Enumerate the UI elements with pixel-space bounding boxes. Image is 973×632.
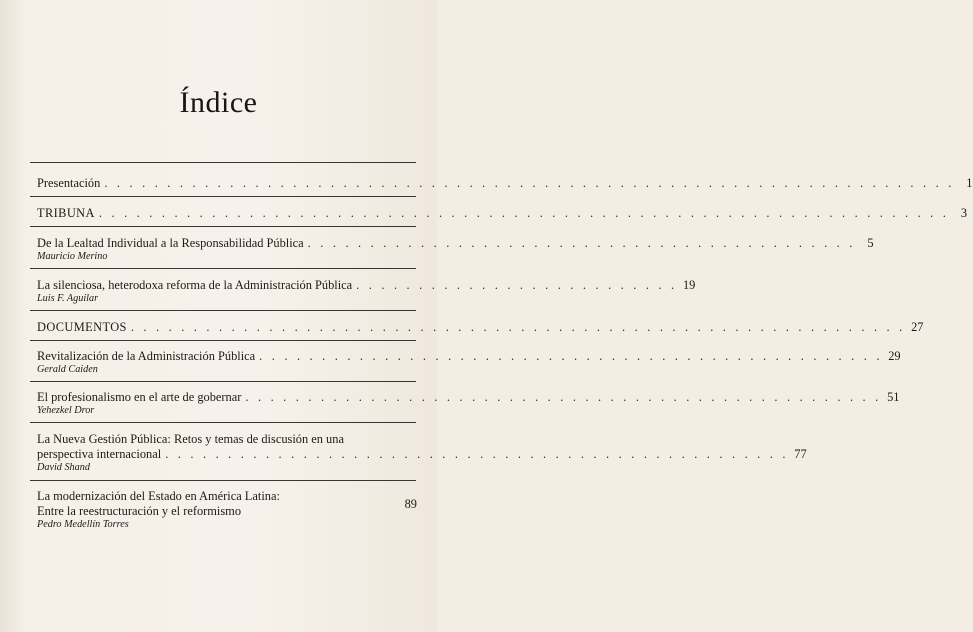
toc-page-number: 5 <box>867 236 874 250</box>
toc-section-title: TRIBUNA <box>37 206 95 220</box>
divider <box>30 310 416 311</box>
top-divider <box>30 162 416 163</box>
toc-entry-author: Pedro Medellín Torres <box>37 519 129 530</box>
page-title: Índice <box>179 86 258 119</box>
toc-entry-caiden[interactable] <box>37 349 901 376</box>
toc-entry-author: David Shand <box>37 462 90 473</box>
toc-entry-medellin[interactable] <box>37 489 417 531</box>
dot-leader: . . . . . . . . . . . . . . . . . . . . . . . . . . . . . . . . . . . . . . . . . . . . <box>307 236 856 250</box>
divider <box>30 226 416 227</box>
dot-leader: . . . . . . . . . . . . . . . . . . . . . . . . . . <box>356 278 678 292</box>
toc-page-number: 3 <box>960 206 968 220</box>
divider <box>30 268 416 269</box>
toc-page-number: 77 <box>794 447 807 461</box>
toc-entry-author: Gerald Caiden <box>37 364 98 375</box>
toc-entry-title: De la Lealtad Individual a la Responsabilidad Pública <box>37 236 304 250</box>
divider <box>30 340 416 341</box>
toc-entry-title-line: perspectiva internacional <box>37 447 162 461</box>
divider <box>30 196 416 197</box>
dot-leader: . . . . . . . . . . . . . . . . . . . . . . . . . . . . . . . . . . . . . . . . . . . . . . . . . . . <box>245 390 882 404</box>
divider <box>30 422 416 423</box>
toc-entry-title: El profesionalismo en el arte de gobernar <box>37 390 242 404</box>
toc-entry-title-line: La Nueva Gestión Pública: Retos y temas de discusión en una <box>37 432 344 446</box>
toc-entry-title: Revitalización de la Administración Pública <box>37 349 256 363</box>
toc-page-number: 29 <box>888 349 901 363</box>
toc-entry-aguilar[interactable] <box>37 278 696 305</box>
toc-entry-title-line: Entre la reestructuración y el reformismo <box>37 504 242 518</box>
toc-entry-merino[interactable] <box>37 236 874 263</box>
toc-entry-title: Presentación <box>37 176 101 190</box>
divider <box>30 480 416 481</box>
dot-leader: . . . . . . . . . . . . . . . . . . . . . . . . . . . . . . . . . . . . . . . . . . . . . . . . . . . . . . . . . . . . . . . . . . . . <box>98 206 950 220</box>
toc-section-documentos[interactable] <box>37 320 924 335</box>
toc-page-number: 51 <box>887 390 900 404</box>
toc-page-number: 27 <box>911 320 924 334</box>
dot-leader: . . . . . . . . . . . . . . . . . . . . . . . . . . . . . . . . . . . . . . . . . . . . . . . . . . <box>165 447 789 461</box>
toc-section-title: DOCUMENTOS <box>37 320 127 334</box>
toc-entry-shand[interactable] <box>37 432 807 474</box>
toc-page-number: 1 <box>966 176 973 190</box>
dot-leader: . . . . . . . . . . . . . . . . . . . . . . . . . . . . . . . . . . . . . . . . . . . . . . . . . . <box>259 349 883 363</box>
toc-entry-title: La silenciosa, heterodoxa reforma de la Administración Pública <box>37 278 353 292</box>
toc-entry-presentacion[interactable] <box>37 176 973 191</box>
toc-page-number: 89 <box>404 497 417 511</box>
toc-entry-dror[interactable] <box>37 390 900 417</box>
toc-entry-author: Mauricio Merino <box>37 251 108 262</box>
dot-leader: . . . . . . . . . . . . . . . . . . . . . . . . . . . . . . . . . . . . . . . . . . . . . . . . . . . . . . . . . . . . . . <box>130 320 906 334</box>
toc-entry-author: Luis F. Aguilar <box>37 293 99 304</box>
toc-entry-title-line: La modernización del Estado en América Latina: <box>37 489 280 503</box>
dot-leader: . . . . . . . . . . . . . . . . . . . . . . . . . . . . . . . . . . . . . . . . . . . . . . . . . . . . . . . . . . . . . . . . . . . . <box>104 176 955 190</box>
toc-entry-author: Yehezkel Dror <box>37 405 95 416</box>
toc-section-tribuna[interactable] <box>37 206 968 221</box>
toc-page-number: 19 <box>682 278 696 292</box>
divider <box>30 381 416 382</box>
